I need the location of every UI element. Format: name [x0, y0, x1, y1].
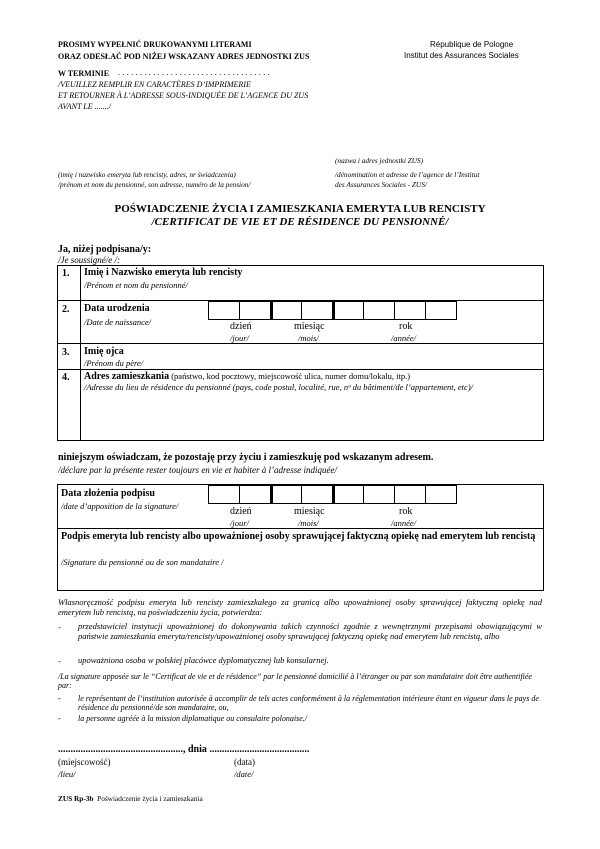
authentication-note-fr: /La signature apposée sur le “Certificat de vie et de résidence” par le pensionné domicilié à l’étranger ou par son mandataire doit être authentifiée par:: [58, 672, 532, 691]
year-label-fr: /année/: [391, 518, 417, 528]
row-number: 3.: [62, 347, 70, 358]
row-number: 2.: [62, 304, 70, 315]
signature-month-digit[interactable]: [270, 485, 302, 504]
undersigned-pl: Ja, niżej podpisana/y:: [58, 244, 152, 255]
year-label: rok: [399, 506, 413, 517]
place-dots[interactable]: ..................................................: [58, 744, 183, 755]
residence-address-label: [84, 371, 410, 382]
place-caption-fr: /lieu/: [58, 769, 76, 779]
signature-day-digit[interactable]: [208, 485, 240, 504]
authentication-note-fr-item2: la personne agréée à la mission diplomatique ou consulaire polonaise./: [78, 714, 308, 723]
date-caption: (data): [234, 757, 255, 767]
signature-year-digit[interactable]: [363, 485, 395, 504]
signature-date-label: Data złożenia podpisu: [61, 488, 155, 499]
list-bullet: -: [58, 656, 61, 666]
list-bullet: -: [58, 694, 61, 703]
form-code: ZUS Rp-3b: [58, 794, 94, 803]
birth-year-digit[interactable]: [394, 301, 426, 320]
zus-address-caption-fr-line2: des Assurances Sociales - ZUS/: [335, 180, 427, 189]
month-label: miesiąc: [294, 321, 325, 332]
list-bullet: -: [58, 714, 61, 723]
birth-year-digit[interactable]: [332, 301, 364, 320]
pensioner-address-caption-fr: /prénom et nom du pensionné, son adresse, numéro de la pension/: [58, 180, 251, 189]
country-name: République de Pologne: [430, 40, 514, 49]
date-dots[interactable]: ........................................: [209, 744, 310, 755]
dnia-label: , dnia: [183, 744, 207, 755]
birth-day-digit[interactable]: [208, 301, 240, 320]
row-divider: [57, 343, 544, 344]
number-column-divider: [80, 265, 81, 441]
form-name: Poświadczenie życia i zamieszkania: [97, 794, 203, 803]
pensioner-address-caption-pl: (imię i nazwisko emeryta lub rencisty, adres, nr świadczenia): [58, 170, 236, 179]
place-date-line[interactable]: [58, 744, 309, 755]
institution-name: Institut des Assurances Sociales: [404, 51, 519, 60]
residence-address-label-title: Adres zamieszkania: [84, 371, 170, 382]
day-label-fr: /jour/: [230, 333, 249, 343]
father-name-label-fr: /Prénom du père/: [84, 358, 144, 368]
residence-address-label-fr: /Adresse du lieu de résidence du pensionné (pays, code postal, localité, rue, nᵒ du bâtiment/de l’appartement, etc)/: [84, 382, 474, 392]
pensioner-name-label-fr[interactable]: /Prénom et nom du pensionné/: [84, 280, 188, 290]
deadline-dots: . . . . . . . . . . . . . . . . . . . . . . . . . . . . . . . . . . .: [118, 68, 270, 77]
month-label: miesiąc: [294, 506, 325, 517]
authentication-note-pl-item1: przedstawiciel instytucji upoważnionej do dokonywania takich czynności zgodnie z wewnętrznymi przepisami obowiązującymi w państwie zamieszkania emeryta/rencisty/upoważnionej osoby sprawującej faktyczną opiekę nad emerytem lub rencistą, albo: [78, 621, 542, 641]
date-caption-fr: /date/: [234, 769, 254, 779]
personal-data-table-border: [57, 265, 544, 441]
row-divider: [57, 528, 544, 529]
year-label: rok: [399, 321, 413, 332]
authentication-note-pl: Własnoręczność podpisu emeryta lub rencisty zamieszkałego za granicą albo upoważnionej osoby sprawującej faktyczną opiekę nad emerytem lub rencistą, na poświadczeniu życia, potwierdza:: [58, 597, 542, 617]
signature-date-input[interactable]: [208, 485, 456, 504]
deadline-label: W TERMINIE: [58, 69, 110, 78]
signature-day-digit[interactable]: [239, 485, 271, 504]
instruction-pl-line2: ORAZ ODESŁAĆ POD NIŻEJ WSKAZANY ADRES JEDNOSTKI ZUS: [58, 52, 310, 61]
signature-month-digit[interactable]: [301, 485, 333, 504]
day-label: dzień: [230, 321, 252, 332]
residence-address-label-note: (państwo, kod pocztowy, miejscowość ulica, numer domu/lokalu, itp.): [169, 371, 411, 381]
signature-label-fr[interactable]: /Signature du pensionné ou de son mandataire /: [61, 557, 224, 567]
birth-year-digit[interactable]: [425, 301, 457, 320]
instruction-fr-line3: AVANT LE ......./: [58, 102, 111, 111]
document-title-pl: POŚWIADCZENIE ŻYCIA I ZAMIESZKANIA EMERYTA LUB RENCISTY: [114, 203, 486, 215]
birth-month-digit[interactable]: [301, 301, 333, 320]
instruction-fr-line2: ET RETOURNER À L’ADRESSE SOUS-INDIQUÉE DE L’AGENCE DU ZUS: [58, 91, 309, 100]
declaration-pl: niniejszym oświadczam, że pozostaję przy życiu i zamieszkuję pod wskazanym adresem.: [58, 452, 434, 463]
birth-date-input[interactable]: [208, 301, 456, 320]
birth-month-digit[interactable]: [270, 301, 302, 320]
undersigned-fr: /Je soussigné/e /:: [58, 255, 120, 265]
day-label: dzień: [230, 506, 252, 517]
document-title-fr: /CERTIFICAT DE VIE ET DE RÉSIDENCE DU PENSIONNÉ/: [151, 216, 449, 228]
month-label-fr: /mois/: [298, 518, 319, 528]
year-label-fr: /année/: [391, 333, 417, 343]
form-footer: [58, 794, 203, 803]
birth-date-label-fr: /Date de naissance/: [84, 317, 152, 327]
row-number: 4.: [62, 372, 70, 383]
row-number: 1.: [62, 268, 70, 279]
list-bullet: -: [58, 622, 61, 632]
birth-date-label: Data urodzenia: [84, 303, 150, 314]
father-name-label: Imię ojca: [84, 346, 124, 357]
authentication-note-pl-item2: upoważniona osoba w polskiej placówce dyplomatycznej lub konsularnej.: [78, 655, 329, 665]
instruction-pl-line1: PROSIMY WYPEŁNIĆ DRUKOWANYMI LITERAMI: [58, 40, 252, 49]
day-label-fr: /jour/: [230, 518, 249, 528]
zus-address-caption-fr-line1: /dénomination et adresse de l’agence de l’Institut: [335, 170, 480, 179]
month-label-fr: /mois/: [298, 333, 319, 343]
birth-year-digit[interactable]: [363, 301, 395, 320]
instruction-fr-line1: /VEUILLEZ REMPLIR EN CARACTÈRES D’IMPRIMERIE: [58, 80, 251, 89]
signature-label: Podpis emeryta lub rencisty albo upoważnionej osoby sprawującej faktyczną opiekę nad emerytem lub rencistą: [61, 531, 536, 542]
signature-year-digit[interactable]: [394, 485, 426, 504]
signature-year-digit[interactable]: [332, 485, 364, 504]
signature-date-label-fr: /date d’apposition de la signature/: [61, 501, 179, 511]
signature-year-digit[interactable]: [425, 485, 457, 504]
place-caption: (miejscowość): [58, 757, 111, 767]
birth-day-digit[interactable]: [239, 301, 271, 320]
zus-address-caption-pl: (nazwa i adres jednostki ZUS): [335, 156, 424, 165]
row-divider: [57, 369, 544, 370]
pensioner-name-label: Imię i Nazwisko emeryta lub rencisty: [84, 267, 243, 278]
declaration-fr: /déclare par la présente rester toujours en vie et habiter à l’adresse indiquée/: [58, 465, 337, 475]
authentication-note-fr-item1: le représentant de l’institution autorisée à accomplir de tels actes conformément à la réglementation intérieure étant en vigueur dans le pays de résidence du pensionné/de son mandataire, ou,: [78, 694, 539, 713]
